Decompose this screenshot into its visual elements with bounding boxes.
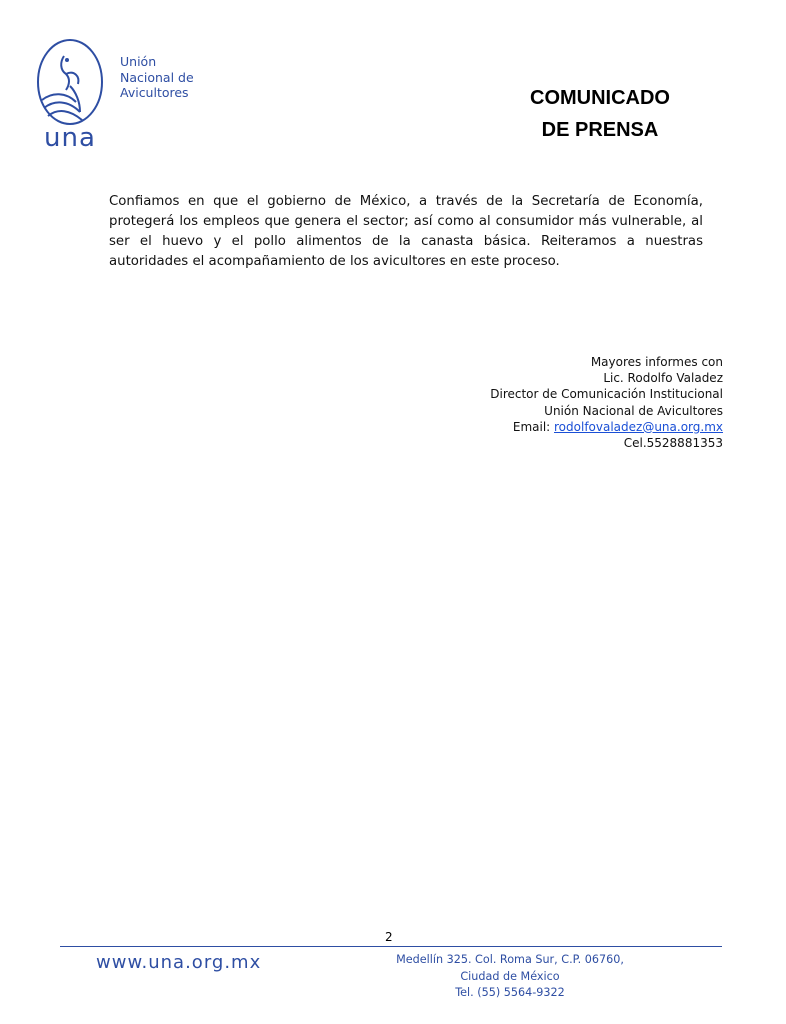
address-line-2: Ciudad de México (460, 969, 560, 983)
contact-block (403, 354, 723, 451)
email-label: Email: (512, 419, 555, 434)
contact-role: Director de Comunicación Institucional (490, 387, 723, 402)
org-name-line-2: Nacional de (120, 69, 194, 85)
page-number: 2 (385, 930, 393, 944)
contact-email-row (403, 419, 723, 435)
document-title (480, 82, 720, 146)
logo-wordmark: una (44, 123, 96, 153)
contact-line-1: Mayores informes con (590, 355, 723, 369)
contact-organization: Unión Nacional de Avicultores (544, 403, 723, 418)
organization-name (120, 54, 194, 101)
org-name-line-3: Avicultores (120, 85, 189, 100)
footer-website: www.una.org.mx (96, 952, 262, 973)
title-line-1: COMUNICADO (530, 87, 670, 109)
body-paragraph: Confiamos en que el gobierno de México, a través de la Secretaría de Economía, protegerá los empleos que genera el sector; así como al consumidor más vulnerable, al ser el huevo y el pollo alimentos de la canasta básica. Reiteramos a nuestras autoridades el acompañamiento de los avicultores en este proceso. (109, 194, 703, 270)
una-logo (30, 36, 110, 154)
address-line-1: Medellín 325. Col. Roma Sur, C.P. 06760, (396, 953, 624, 966)
address-line-3: Tel. (55) 5564-9322 (455, 986, 565, 999)
email-link[interactable]: rodolfovaladez@una.org.mx (554, 419, 723, 434)
contact-name: Lic. Rodolfo Valadez (603, 371, 723, 386)
footer-address (380, 952, 640, 1002)
footer-divider (60, 946, 722, 947)
org-name-line-1: Unión (120, 54, 157, 69)
title-line-2: DE PRENSA (541, 119, 659, 141)
contact-phone: Cel.5528881353 (623, 436, 723, 451)
